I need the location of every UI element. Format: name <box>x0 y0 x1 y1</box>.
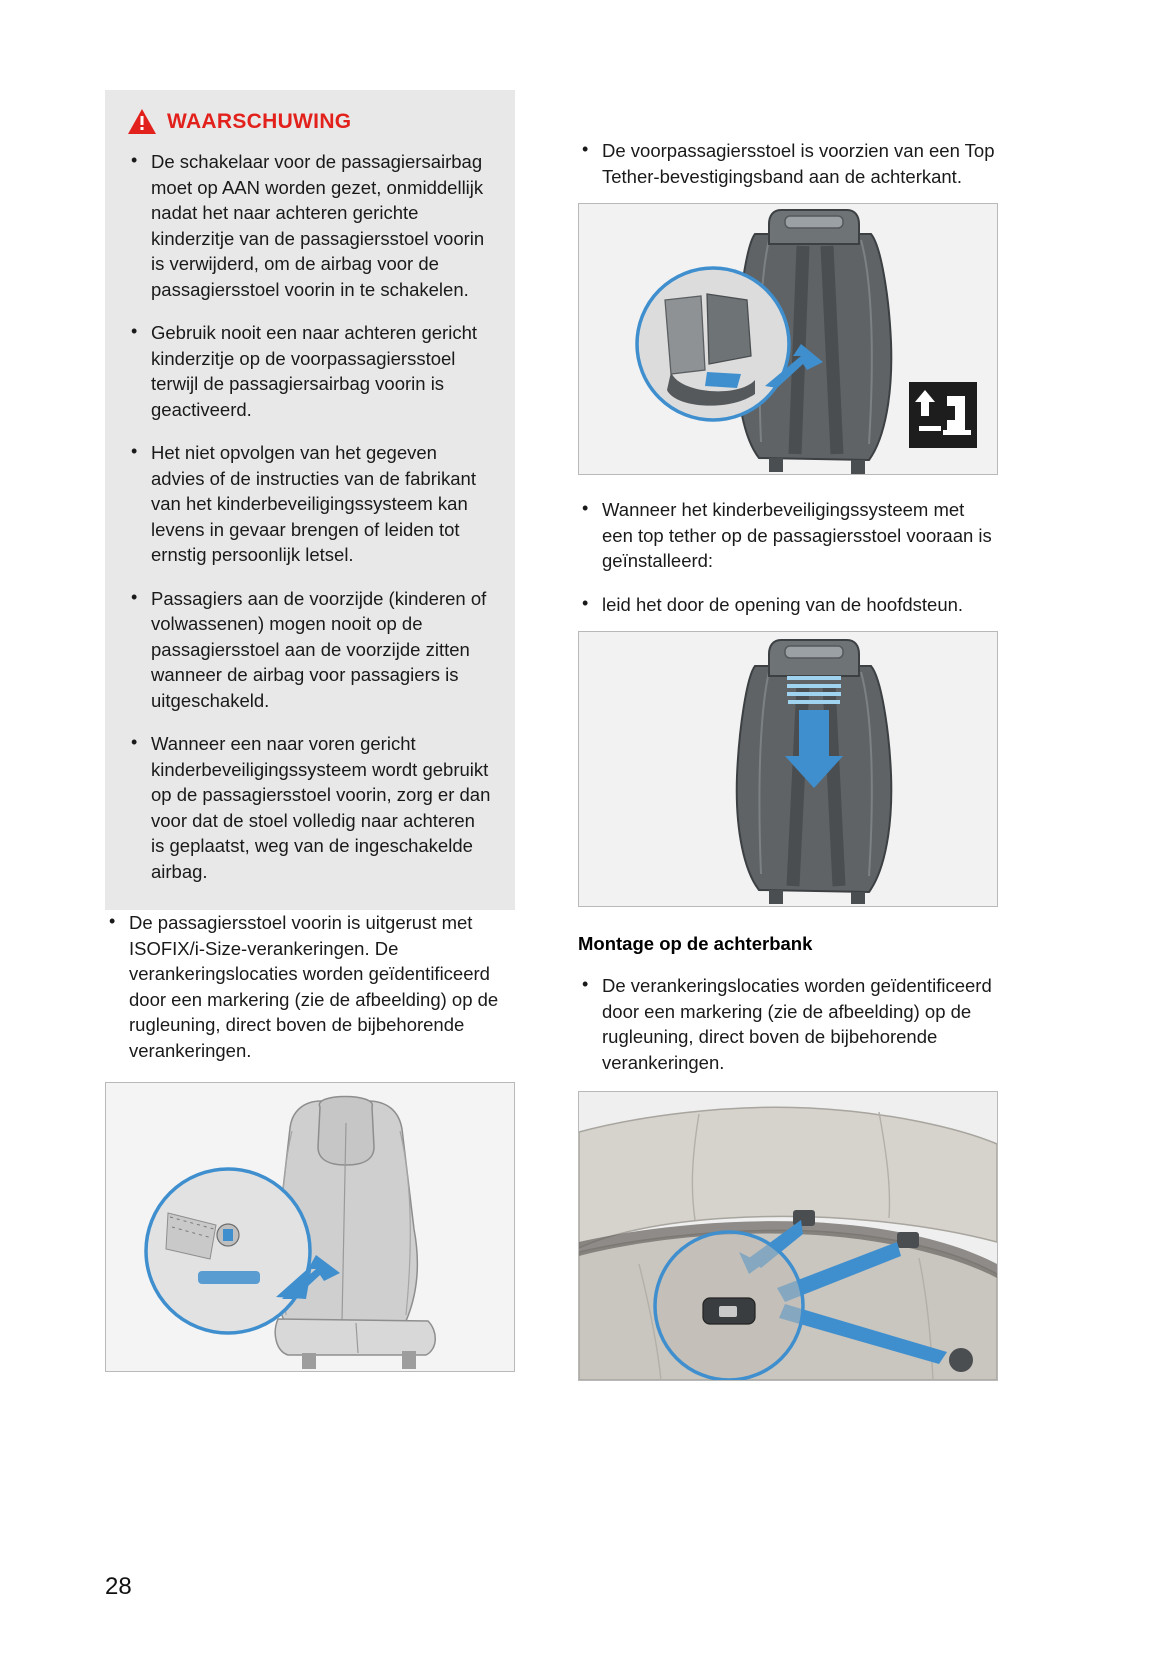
front-seat-isofix-anchor-figure <box>105 1082 515 1372</box>
list-item: • De schakelaar voor de passagiersairbag moet op AAN worden gezet, onmiddellijk nadat het naar achteren gerichte kinderzitje van de passagiersstoel voorin is verwijderd, om de airbag voor de passagiersstoel voorin in te schakelen. <box>127 149 493 302</box>
rear-seat-anchor-figure <box>578 1091 998 1381</box>
left-column <box>105 90 525 1372</box>
list-item: • Passagiers aan de voorzijde (kinderen of volwassenen) mogen nooit op de passagiersstoel aan de voorzijde zitten wanneer de airbag voor passagiers is uitgeschakeld. <box>127 586 493 714</box>
list-item: • Wanneer een naar voren gericht kinderbeveiligingssysteem wordt gebruikt op de passagiersstoel voorin, zorg er dan voor dat de stoel volledig naar achteren is geplaatst, weg van de ingeschakelde airbag. <box>127 731 493 884</box>
warning-box <box>105 90 515 910</box>
list-item: • De passagiersstoel voorin is uitgerust met ISOFIX/i-Size-verankeringen. De verankeringslocaties worden geïdentificeerd door een markering (zie de afbeelding) op de rugleuning, direct boven de bijbehorende verankeringen. <box>105 910 525 1063</box>
right-top-list <box>578 138 998 189</box>
list-item: • Het niet opvolgen van het gegeven advies of de instructies van de fabrikant van het kinderbeveiligingssysteem kan levens in gevaar brengen of leiden tot ernstig persoonlijk letsel. <box>127 440 493 568</box>
section-heading-rear-mount: Montage op de achterbank <box>578 933 813 955</box>
warning-triangle-icon <box>127 108 157 135</box>
list-item: • Wanneer het kinderbeveiligingssysteem met een top tether op de passagiersstoel vooraan is geïnstalleerd: <box>578 497 998 574</box>
warning-header <box>127 108 493 135</box>
warning-title: WAARSCHUWING <box>167 109 352 133</box>
list-item: • leid het door de opening van de hoofdsteun. <box>578 592 998 618</box>
page-number: 28 <box>105 1573 132 1600</box>
headrest-opening-figure <box>578 631 998 907</box>
list-item: • Gebruik nooit een naar achteren gericht kinderzitje op de voorpassagiersstoel terwijl de passagiersairbag voorin is geactiveerd. <box>127 320 493 422</box>
left-body-list <box>105 910 525 1063</box>
top-tether-strap-figure <box>578 203 998 475</box>
right-column <box>578 90 998 1381</box>
list-item: • De voorpassagiersstoel is voorzien van een Top Tether-bevestigingsband aan de achterkant. <box>578 138 998 189</box>
warning-list <box>127 149 493 884</box>
list-item: • De verankeringslocaties worden geïdentificeerd door een markering (zie de afbeelding) op de rugleuning, direct boven de bijbehorende verankeringen. <box>578 973 998 1075</box>
right-bottom-list <box>578 973 998 1075</box>
right-middle-list <box>578 497 998 617</box>
